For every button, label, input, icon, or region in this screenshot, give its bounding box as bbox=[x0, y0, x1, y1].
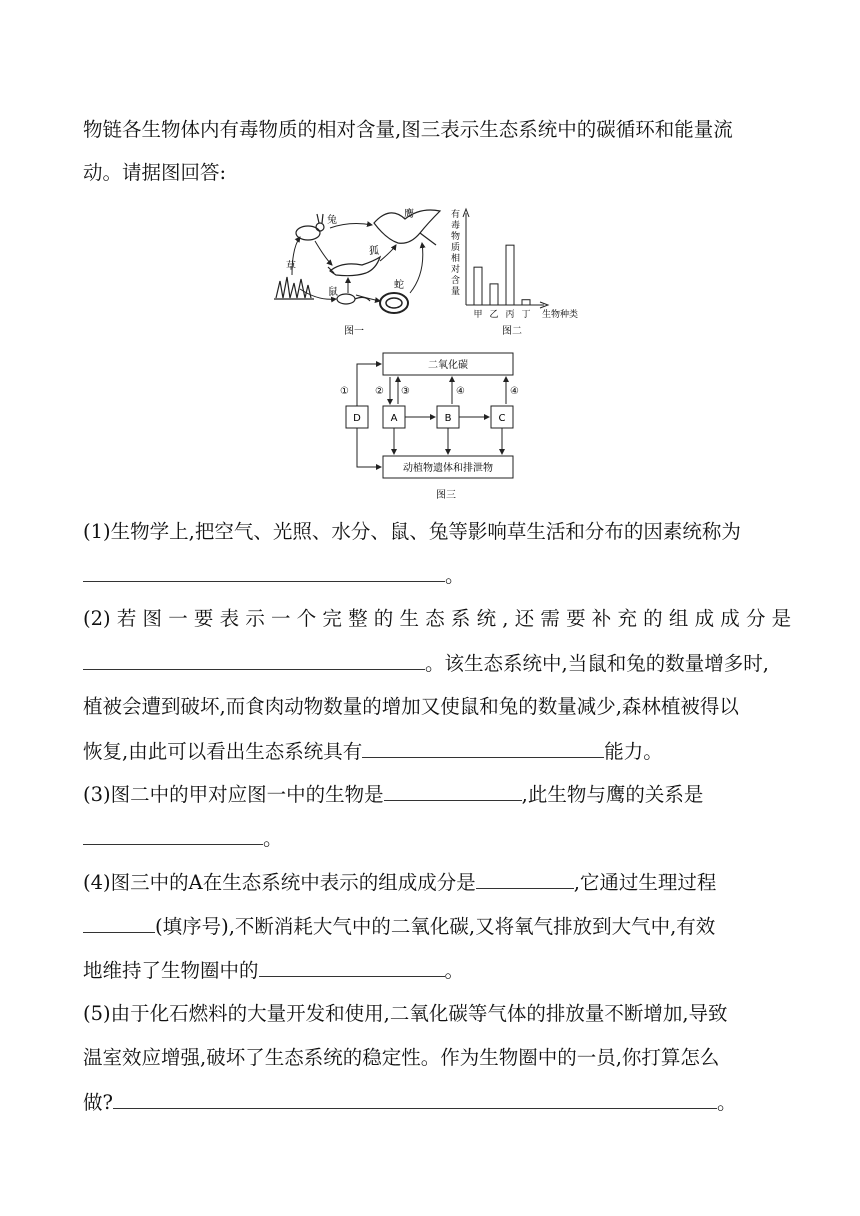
q4-line-3-start: 地维持了生物圈中的 bbox=[83, 959, 259, 982]
chart-bar-甲 bbox=[474, 267, 482, 305]
q4-line-2-text: (填序号),不断消耗大气中的二氧化碳,又将氧气排放到大气中,有效 bbox=[155, 915, 716, 938]
mouse-icon bbox=[337, 294, 370, 304]
q3-line-1 bbox=[83, 782, 703, 807]
q3-answer-blank-1[interactable] bbox=[384, 782, 522, 801]
q3-end: 。 bbox=[263, 827, 283, 850]
chart-tick-label: 丙 bbox=[505, 310, 515, 320]
figure1-caption: 图一 bbox=[344, 326, 364, 337]
q1-line-1: (1)生物学上,把空气、光照、水分、鼠、兔等影响草生活和分布的因素统称为 bbox=[83, 520, 741, 543]
q3-answer-blank-2[interactable] bbox=[83, 826, 263, 845]
intro-line-2: 动。请据图回答: bbox=[83, 161, 227, 184]
q2-line-4-end: 能力。 bbox=[604, 740, 663, 763]
remains-label: 动植物遗体和排泄物 bbox=[403, 463, 493, 474]
label-grass: 草 bbox=[286, 261, 296, 272]
marker-2: ② bbox=[375, 386, 384, 397]
q4-line-3 bbox=[83, 958, 464, 983]
q1-end: 。 bbox=[445, 564, 465, 587]
chart-bar-乙 bbox=[490, 284, 498, 305]
q2-line-3: 植被会遭到破坏,而食肉动物数量的增加又使鼠和兔的数量减少,森林植被得以 bbox=[83, 695, 739, 718]
q2-line-4-start: 恢复,由此可以看出生态系统具有 bbox=[83, 740, 363, 763]
q2-line-4 bbox=[83, 739, 663, 764]
chart-tick-label: 丁 bbox=[521, 310, 531, 320]
q5-line-2: 温室效应增强,破坏了生态系统的稳定性。作为生物圈中的一员,你打算怎么 bbox=[83, 1046, 720, 1069]
label-snake: 蛇 bbox=[394, 280, 404, 291]
q5-line-1: (5)由于化石燃料的大量开发和使用,二氧化碳等气体的排放量不断增加,导致 bbox=[83, 1002, 728, 1025]
label-mouse: 鼠 bbox=[328, 287, 338, 298]
node-d-label: D bbox=[353, 413, 361, 424]
marker-4a: ④ bbox=[456, 386, 465, 397]
rabbit-icon bbox=[296, 214, 324, 240]
marker-3: ③ bbox=[401, 386, 410, 397]
intro-line-1: 物链各生物体内有毒物质的相对含量,图三表示生态系统中的碳循环和能量流 bbox=[83, 118, 733, 141]
co2-label: 二氧化碳 bbox=[428, 360, 468, 371]
q1-line-2 bbox=[83, 563, 465, 588]
figure-carbon-cycle bbox=[336, 350, 526, 502]
node-b-label: B bbox=[444, 413, 452, 424]
q2-answer-blank-2[interactable] bbox=[362, 739, 604, 758]
q2-line-2-text: 。该生态系统中,当鼠和兔的数量增多时, bbox=[425, 652, 769, 675]
node-c-label: C bbox=[498, 413, 506, 424]
chart-y-label bbox=[451, 208, 460, 297]
q5-line-3 bbox=[83, 1090, 736, 1115]
chart-tick-label: 乙 bbox=[489, 310, 499, 320]
node-a-label: A bbox=[390, 413, 398, 424]
chart-y-label-text: 有毒物质相对含量 bbox=[451, 210, 461, 297]
q2-line-1: (2) 若 图 一 要 表 示 一 个 完 整 的 生 态 系 统 , 还 需 要 补 充 的 组 成 成 分 是 bbox=[83, 607, 792, 630]
q2-answer-blank-1[interactable] bbox=[83, 651, 425, 670]
q5-line-3-start: 做? bbox=[83, 1091, 113, 1114]
figure-food-web bbox=[270, 203, 450, 338]
chart-tick-label: 甲 bbox=[473, 310, 483, 320]
q4-line-2 bbox=[83, 914, 715, 939]
q3-line-2 bbox=[83, 826, 283, 851]
q1-answer-blank[interactable] bbox=[83, 563, 445, 582]
q3-line-1-start: (3)图二中的甲对应图一中的生物是 bbox=[83, 783, 384, 806]
q4-end: 。 bbox=[444, 959, 465, 982]
q2-line-2 bbox=[83, 651, 769, 676]
q4-answer-blank-2[interactable] bbox=[83, 914, 155, 933]
figure3-caption: 图三 bbox=[436, 490, 456, 501]
label-eagle: 鹰 bbox=[404, 209, 414, 220]
q4-line-1-start: (4)图三中的A在生态系统中表示的组成成分是 bbox=[83, 871, 476, 894]
q5-answer-blank[interactable] bbox=[113, 1090, 717, 1109]
figure-toxin-chart bbox=[448, 203, 598, 338]
chart-bar-丙 bbox=[506, 245, 514, 305]
q4-line-1-end: ,它通过生理过程 bbox=[573, 871, 717, 894]
q3-line-1-end: ,此生物与鹰的关系是 bbox=[521, 783, 704, 806]
label-rabbit: 兔 bbox=[327, 215, 337, 226]
q5-end: 。 bbox=[716, 1091, 737, 1114]
label-fox: 狐 bbox=[369, 246, 379, 257]
grass-icon bbox=[274, 277, 314, 299]
carbon-cycle-arrows bbox=[357, 364, 506, 467]
q4-answer-blank-3[interactable] bbox=[259, 958, 445, 977]
marker-4b: ④ bbox=[510, 386, 519, 397]
fox-icon bbox=[328, 257, 380, 276]
chart-x-label: 生物种类 bbox=[542, 310, 579, 320]
snake-icon bbox=[380, 293, 408, 313]
q4-line-1 bbox=[83, 870, 716, 895]
figure2-caption: 图二 bbox=[502, 326, 522, 337]
chart-bar-丁 bbox=[522, 300, 530, 305]
marker-1: ① bbox=[340, 386, 349, 397]
q4-answer-blank-1[interactable] bbox=[476, 870, 574, 889]
